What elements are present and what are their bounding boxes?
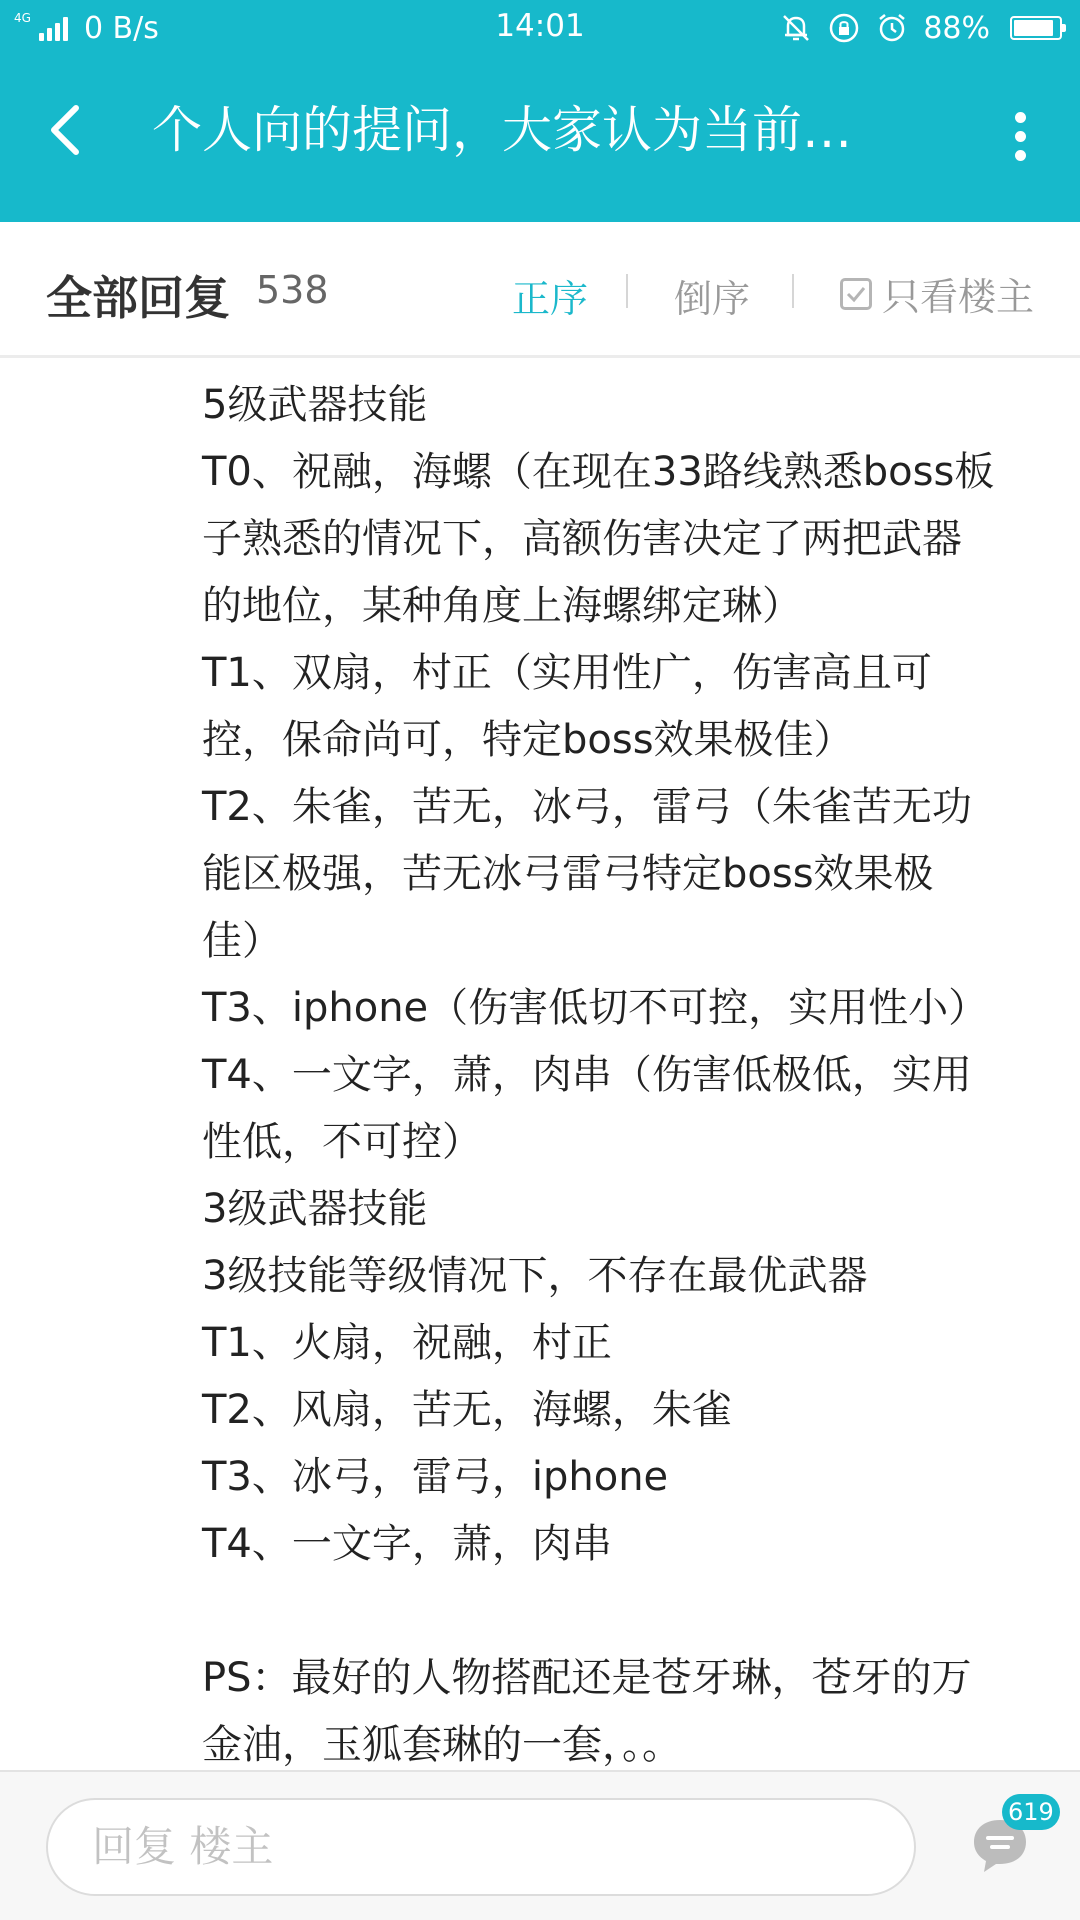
bottom-bar [0,1770,1080,1920]
check-icon [845,283,867,305]
post-content [202,372,1032,1779]
comment-count-badge: 619 [1002,1794,1060,1830]
network-type: 4G [14,11,31,25]
divider [792,274,794,308]
post-line: 的地位，某种角度上海螺绑定琳） [202,583,802,629]
post-line: 5级武器技能 [202,382,428,428]
post-line: 能区极强，苦无冰弓雷弓特定boss效果极 [202,851,934,897]
divider [626,274,628,308]
back-button[interactable] [36,100,96,160]
reply-header [0,222,1080,358]
reply-section-title: 全部回复 [46,271,230,325]
more-vertical-icon-dot [1015,131,1026,142]
only-op-toggle[interactable] [840,266,1034,321]
post-line: 子熟悉的情况下，高额伤害决定了两把武器 [202,516,962,562]
mute-icon [779,11,813,45]
more-vertical-icon [1015,112,1026,123]
post-line: T3、iphone（伤害低切不可控，实用性小） [202,985,989,1031]
back-arrow-icon [46,104,86,156]
post-line: T2、风扇，苦无，海螺，朱雀 [202,1387,732,1433]
post-line: 金油，玉狐套琳的一套，。。 [202,1722,682,1768]
battery-percent: 88% [923,10,990,46]
post-line [202,1578,1032,1645]
post-line: T4、一文字，萧，肉串 [202,1521,612,1567]
post-line: T1、双扇，村正（实用性广，伤害高且可 [202,650,932,696]
post-line: 3级武器技能 [202,1186,428,1232]
post-line: 佳） [202,918,282,964]
more-button[interactable] [1000,106,1040,166]
battery-fill [1014,20,1053,36]
only-op-label: 只看楼主 [882,275,1035,319]
reply-input[interactable]: 回复 楼主 [46,1798,916,1896]
post-line: 控，保命尚可，特定boss效果极佳） [202,717,854,763]
checkbox-icon[interactable] [840,278,872,310]
post-line: T0、祝融，海螺（在现在33路线熟悉boss板 [202,449,995,495]
title-bar [0,56,1080,222]
status-right [779,8,1062,48]
sort-descending-tab[interactable]: 倒序 [674,277,751,321]
post-line: T3、冰弓，雷弓，iphone [202,1454,669,1500]
alarm-icon [875,11,909,45]
post-line: 性低，不可控） [202,1119,482,1165]
status-bar [0,0,1080,56]
post-line: T1、火扇，祝融，村正 [202,1320,612,1366]
lock-rotation-icon [827,11,861,45]
battery-icon [1010,16,1062,40]
net-speed: 0 B/s [83,10,159,46]
post-line: 3级技能等级情况下，不存在最优武器 [202,1253,868,1299]
page-title: 个人向的提问，大家认为当前… [152,101,852,159]
sort-ascending-tab[interactable]: 正序 [512,277,589,321]
post-line: T2、朱雀，苦无，冰弓，雷弓（朱雀苦无功 [202,784,972,830]
post-line: PS：最好的人物搭配还是苍牙琳，苍牙的万 [202,1655,972,1701]
post-line: T4、一文字，萧，肉串（伤害低极低，实用 [202,1052,972,1098]
status-time: 14:01 [495,8,585,44]
more-vertical-icon-dot [1015,150,1026,161]
reply-count: 538 [256,268,329,312]
